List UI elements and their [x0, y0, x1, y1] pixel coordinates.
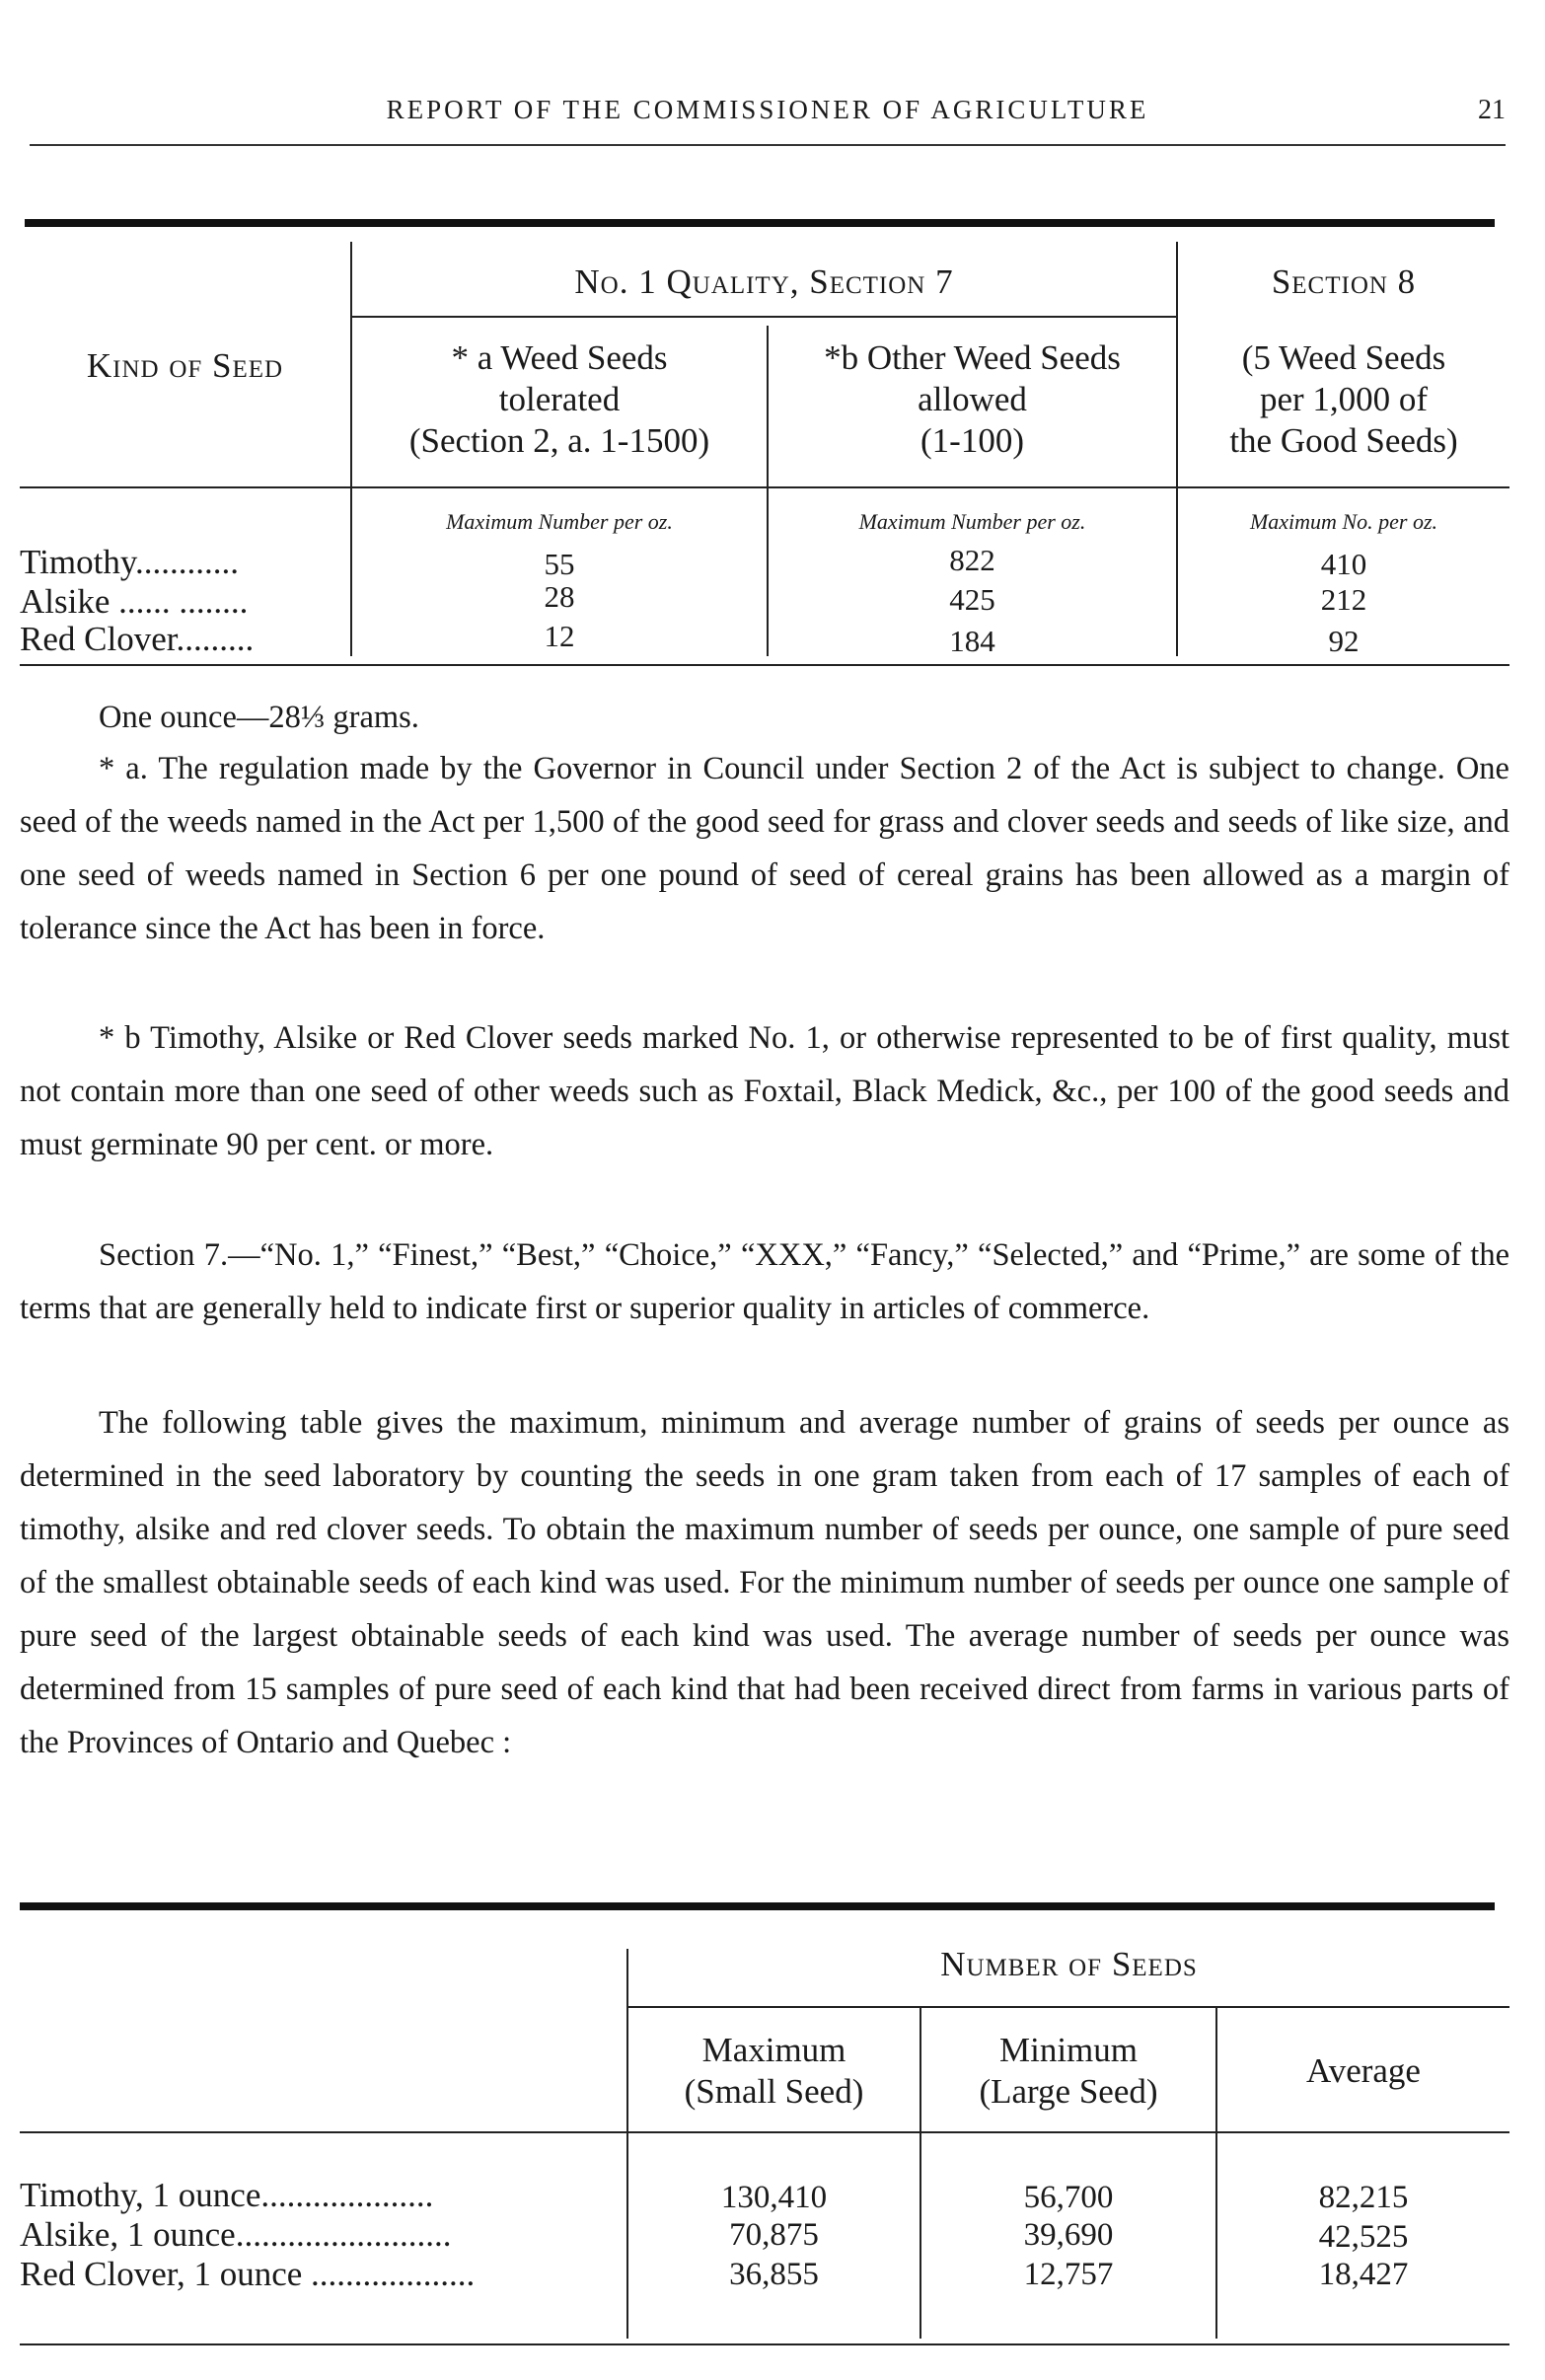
section-7-paragraph: [20, 1228, 1509, 1335]
header-line: *b Other Weed Seeds: [824, 338, 1121, 377]
table-cell: 39,690: [1023, 2217, 1114, 2253]
seed-kind-label: Timothy, 1 ounce....................: [20, 2176, 434, 2214]
table-cell: 92: [1328, 624, 1360, 658]
seed-kind-label: Alsike ...... ........: [20, 582, 249, 621]
table2-divider: [626, 2006, 1509, 2008]
maximum-header: [628, 2030, 920, 2113]
section-8-header: Section 8: [1271, 262, 1417, 301]
running-header: [30, 95, 1506, 146]
seed-count-table: [20, 1909, 1509, 2353]
kind-of-seed-header: Kind of Seed: [86, 346, 284, 385]
weed-seeds-tolerated-header: [352, 337, 767, 462]
seed-kind-label: Red Clover.........: [20, 620, 255, 658]
header-line: (5 Weed Seeds: [1241, 338, 1446, 377]
table-cell: 12,757: [1023, 2257, 1114, 2292]
table1-divider: [350, 316, 1176, 318]
table-cell: 70,875: [729, 2217, 819, 2253]
seed-kind-label: Alsike, 1 ounce.........................: [20, 2215, 452, 2254]
ounce-line: One ounce—28⅓ grams.: [99, 700, 419, 735]
following-paragraph: [20, 1396, 1509, 1769]
number-of-seeds-header: Number of Seeds: [940, 1945, 1198, 1983]
weed-seed-table: [20, 227, 1509, 676]
table-cell: 410: [1320, 547, 1367, 581]
table-cell: 55: [544, 547, 575, 581]
header-line: (1-100): [920, 421, 1024, 460]
header-line: (Small Seed): [684, 2072, 864, 2111]
header-line: (Section 2, a. 1-1500): [408, 421, 710, 460]
header-line: * a Weed Seeds: [451, 338, 668, 377]
table1-divider: [20, 664, 1509, 666]
table1-top-rule: [25, 219, 1495, 227]
footnote-a-text: * a. The regulation made by the Governor in Council under Section 2 of the Act is subject to change. One seed of the weeds named in the Act per 1,500 of the good seed for grass and clover seeds and seeds of like size, and one seed of weeds named in Section 6 per one pound of seed of cereal grains has been allowed as a margin of tolerance since the Act has been in force.: [20, 751, 1509, 946]
unit-label: Maximum Number per oz.: [858, 509, 1086, 534]
footnote-a: [20, 742, 1509, 955]
other-weed-seeds-header: [769, 337, 1176, 462]
average-header: Average: [1306, 2051, 1421, 2090]
quality-section-7-header: No. 1 Quality, Section 7: [574, 262, 954, 301]
table2-divider: [20, 2131, 1509, 2133]
footnote-b: [20, 1011, 1509, 1171]
header-line: tolerated: [498, 380, 621, 418]
section-7-text: Section 7.—“No. 1,” “Finest,” “Best,” “Choice,” “XXX,” “Fancy,” “Selected,” and “Prime,” are some of the terms that are generally held to indicate first or superior quality in articles of commerce.: [20, 1237, 1509, 1326]
table-cell: 36,855: [729, 2257, 819, 2292]
header-line: the Good Seeds): [1229, 421, 1458, 460]
table-cell: 56,700: [1023, 2180, 1114, 2215]
page-number: 21: [1478, 95, 1506, 125]
header-line: per 1,000 of: [1259, 380, 1429, 418]
table-cell: 130,410: [720, 2180, 828, 2215]
table-cell: 822: [949, 543, 995, 577]
following-text: The following table gives the maximum, minimum and average number of grains of seeds per ounce as determined in the seed laboratory by counting the seeds in one gram taken from each of 17 samples of each of timothy, alsike and red clover seeds. To obtain the maximum number of seeds per ounce, one sample of pure seed of the smallest obtainable seeds of each kind was used. For the minimum number of seeds per ounce one sample of pure seed of the largest obtainable seeds of each kind was used. The average number of seeds per ounce was determined from 15 samples of pure seed of each kind that had been received direct from farms in various parts of the Provinces of Ontario and Quebec :: [20, 1405, 1509, 1760]
table-cell: 28: [544, 579, 575, 614]
seed-kind-label: Timothy............: [20, 543, 240, 581]
footnote-b-text: * b Timothy, Alsike or Red Clover seeds marked No. 1, or otherwise represented to be of first quality, must not contain more than one seed of other weeds such as Foxtail, Black Medick, &c., per 100 of the good seeds and must germinate 90 per cent. or more.: [20, 1020, 1509, 1162]
header-line: Minimum: [998, 2031, 1139, 2069]
table-cell: 18,427: [1318, 2257, 1409, 2292]
table-cell: 425: [949, 582, 995, 617]
header-line: allowed: [918, 380, 1027, 418]
table1-divider: [20, 486, 1509, 488]
table-cell: 212: [1320, 582, 1367, 617]
seed-kind-label: Red Clover, 1 ounce ...................: [20, 2255, 476, 2293]
header-line: (Large Seed): [979, 2072, 1158, 2111]
table-cell: 12: [544, 619, 575, 653]
unit-label: Maximum Number per oz.: [446, 509, 673, 534]
unit-label: Maximum No. per oz.: [1249, 509, 1438, 534]
table2-divider: [20, 2343, 1509, 2345]
table-cell: 184: [949, 624, 995, 658]
minimum-header: [921, 2030, 1215, 2113]
ounce-note: [20, 691, 1509, 744]
table-cell: 82,215: [1318, 2180, 1409, 2215]
header-line: Maximum: [701, 2031, 846, 2069]
running-title: REPORT OF THE COMMISSIONER OF AGRICULTURE: [386, 95, 1149, 124]
five-weed-seeds-header: [1178, 337, 1509, 462]
table-cell: 42,525: [1318, 2219, 1409, 2255]
